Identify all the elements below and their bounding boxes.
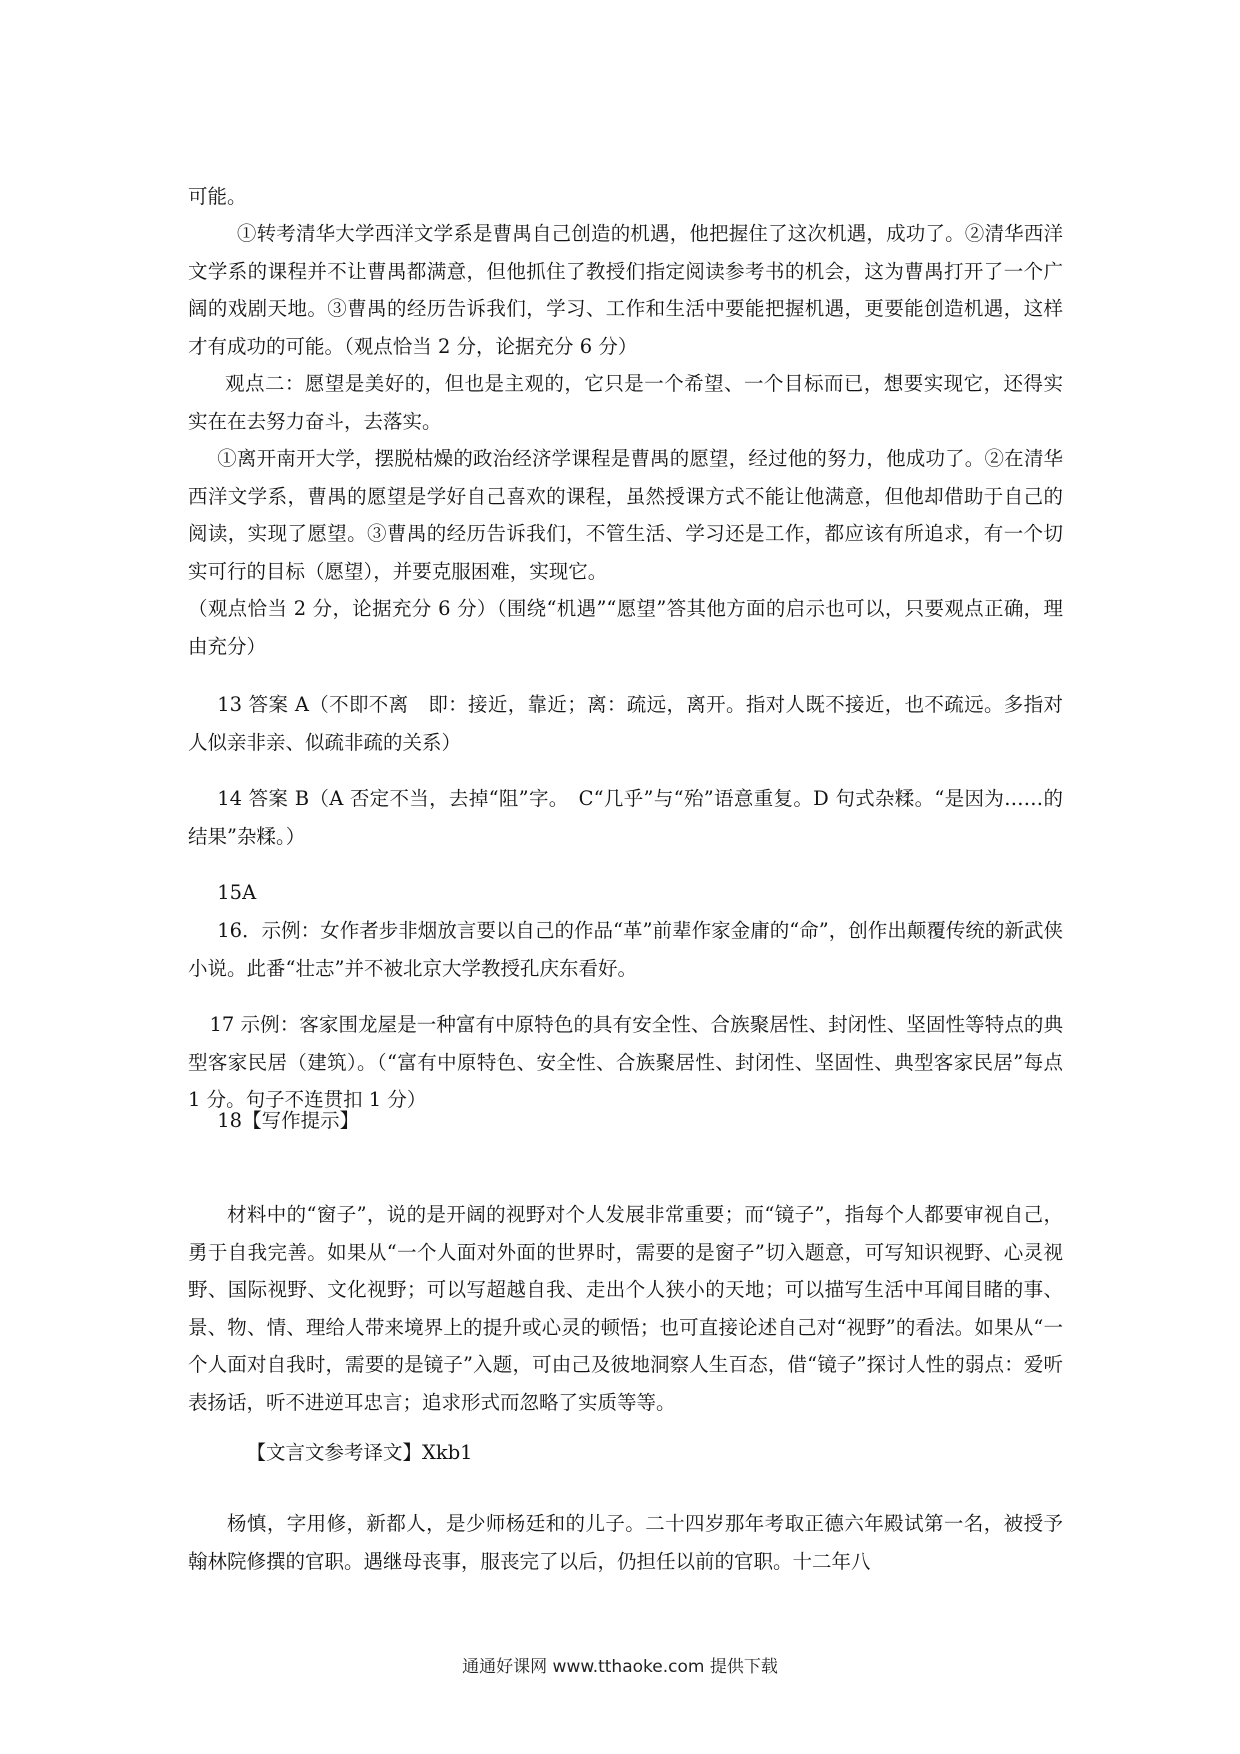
- paragraph-opinion2-reasoning: ①离开南开大学，摆脱枯燥的政治经济学课程是曹禺的愿望，经过他的努力，他成功了。②在清华西洋文学系，曹禺的愿望是学好自己喜欢的课程，虽然授课方式不能让他满意，但他却借助于自己的阅读，实现了愿望。③曹禺的经历告诉我们，不管生活、学习还是工作，都应该有所追求，有一个切实可行的目标（愿望），并要克服困难，实现它。: [188, 447, 1063, 583]
- answer-14: 14 答案 B（A 否定不当，去掉“阻”字。 C“几乎”与“殆”语意重复。D 句式杂糅。“是因为……的结果”杂糅。）: [188, 787, 1063, 848]
- answer-13: 13 答案 A（不即不离 即：接近，靠近；离：疏远，离开。指对人既不接近，也不疏远。多指对人似亲非亲、似疏非疏的关系）: [188, 693, 1063, 754]
- translation-heading: 【文言文参考译文】Xkb1: [246, 1441, 473, 1464]
- writing-hint: 材料中的“窗子”，说的是开阔的视野对个人发展非常重要；而“镜子”，指每个人都要审视自己，勇于自我完善。如果从“一个人面对外面的世界时，需要的是窗子”切入题意，可写知识视野、心灵视野、国际视野、文化视野；可以写超越自我、走出个人狭小的天地；可以描写生活中耳闻目睹的事、景、物、情、理给人带来境界上的提升或心灵的顿悟；也可直接论述自己对“视野”的看法。如果从“一个人面对自我时，需要的是镜子”入题，可由己及彼地洞察人生百态，借“镜子”探讨人性的弱点：爱听表扬话，听不进逆耳忠言；追求形式而忽略了实质等等。: [188, 1203, 1063, 1414]
- paragraph-opinion2-heading: 观点二：愿望是美好的，但也是主观的，它只是一个希望、一个目标而已，想要实现它，还得实实在在去努力奋斗，去落实。: [188, 372, 1063, 433]
- paragraph-scoring-note: （观点恰当 2 分，论据充分 6 分）（围绕“机遇”“愿望”答其他方面的启示也可以，只要观点正确，理由充分）: [188, 597, 1063, 658]
- paragraph-fragment: 可能。: [188, 185, 247, 208]
- answer-17: 17 示例：客家围龙屋是一种富有中原特色的具有安全性、合族聚居性、封闭性、坚固性等特点的典型客家民居（建筑）。（“富有中原特色、安全性、合族聚居性、封闭性、坚固性、典型客家民居”每点 1 分。句子不连贯扣 1 分）: [188, 1013, 1063, 1111]
- footer-source: 通通好课网 www.tthaoke.com 提供下载: [462, 1657, 778, 1677]
- translation-text: 杨慎，字用修，新都人，是少师杨廷和的儿子。二十四岁那年考取正德六年殿试第一名，被授予翰林院修撰的官职。遇继母丧事，服丧完了以后，仍担任以前的官职。十二年八: [188, 1512, 1063, 1573]
- paragraph-opinion1-reasoning: ①转考清华大学西洋文学系是曹禺自己创造的机遇，他把握住了这次机遇，成功了。②清华西洋文学系的课程并不让曹禺都满意，但他抓住了教授们指定阅读参考书的机会，这为曹禺打开了一个广阔的戏剧天地。③曹禺的经历告诉我们，学习、工作和生活中要能把握机遇，更要能创造机遇，这样才有成功的可能。（观点恰当 2 分，论据充分 6 分）: [188, 222, 1063, 358]
- answer-16: 16．示例：女作者步非烟放言要以自己的作品“革”前辈作家金庸的“命”，创作出颠覆传统的新武侠小说。此番“壮志”并不被北京大学教授孔庆东看好。: [188, 919, 1063, 980]
- answer-18-heading: 18【写作提示】: [217, 1109, 360, 1132]
- answer-15: 15A: [217, 881, 257, 904]
